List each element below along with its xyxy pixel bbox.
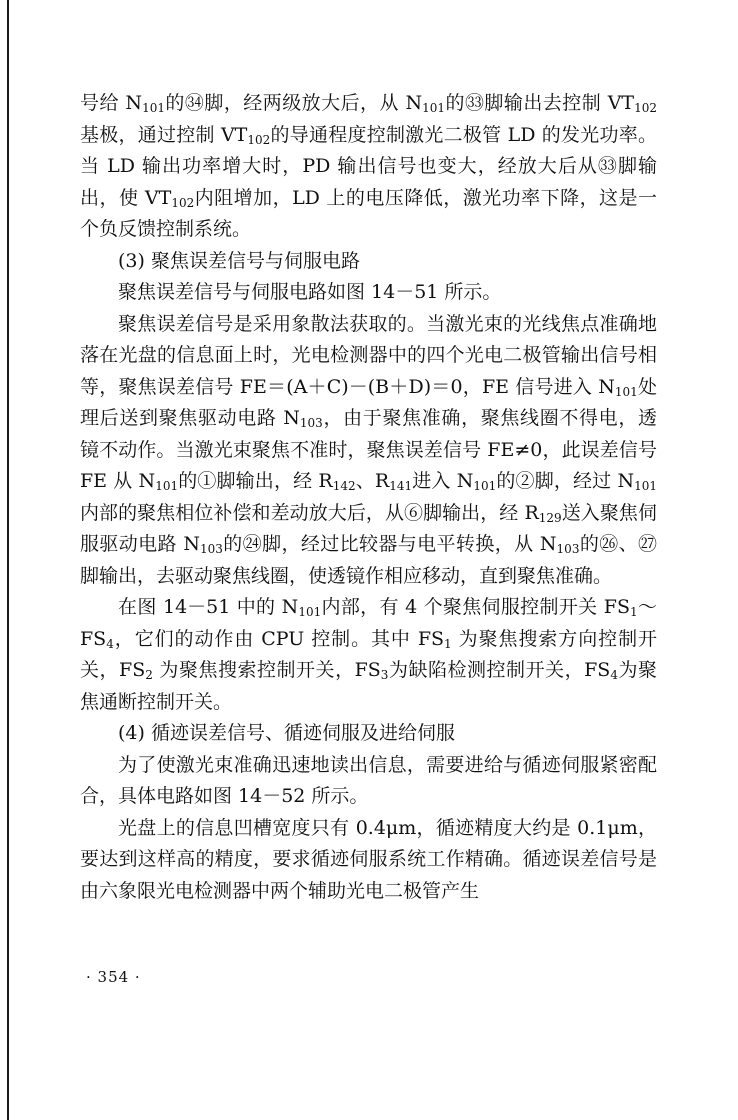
paragraph-laser-power-control <box>80 88 657 246</box>
text-run: 在图 14－51 中的 N <box>118 596 299 618</box>
subscript: 101 <box>473 479 497 493</box>
text-run: 为聚焦通断控制开关。 <box>80 659 657 713</box>
subscript: 103 <box>556 542 580 556</box>
subscript: 101 <box>142 101 165 115</box>
subscript: 3 <box>380 668 389 682</box>
text-run: 处理后送到聚焦驱动电路 N <box>80 375 657 429</box>
subscript: 101 <box>634 479 657 493</box>
text-run: 为了使激光束准确迅速地读出信息，需要进给与循迹伺服紧密配合，具体电路如图 14－52 所示。 <box>80 753 657 807</box>
text-run: (4) 循迹误差信号、循迹伺服及进给伺服 <box>118 722 455 744</box>
text-run: ，由于聚焦准确，聚焦线圈不得电，透镜不动作。当激光束聚焦不准时，聚焦误差信号 FE≠0，此误差信号 FE 从 N <box>80 407 657 492</box>
subscript: 102 <box>634 101 658 115</box>
heading-tracking-servo <box>80 718 657 750</box>
subscript: 101 <box>155 479 179 493</box>
text-run: 的㉝脚输出去控制 VT <box>445 92 635 114</box>
paragraph-focus-error-signal <box>80 309 657 593</box>
subscript: 101 <box>298 605 322 619</box>
heading-focus-servo <box>80 246 657 278</box>
text-run: 进入 N <box>412 470 474 492</box>
subscript: 101 <box>422 101 446 115</box>
text-run: 的㉔脚，经过比较器与电平转换，从 N <box>222 533 557 555</box>
text-run: ，它们的动作由 CPU 控制。其中 FS <box>113 627 445 650</box>
text-run: 的㉖、㉗脚输出，去驱动聚焦线圈，使透镜作相应移动，直到聚焦准确。 <box>80 533 658 587</box>
text-run: 号给 N <box>80 92 143 114</box>
text-run: 为缺陷检测控制开关，FS <box>388 659 611 681</box>
text-run: 基极，通过控制 VT <box>80 123 248 146</box>
subscript: 103 <box>200 542 223 556</box>
paragraph-tracking-figure-ref <box>80 750 657 813</box>
subscript: 102 <box>171 195 195 210</box>
subscript: 102 <box>247 132 271 147</box>
subscript: 4 <box>610 668 618 682</box>
subscript: 1 <box>444 636 452 651</box>
text-run: 送入聚焦伺服驱动电路 N <box>80 501 657 555</box>
text-run: 的㉞脚，经两级放大后，从 N <box>164 92 423 114</box>
text-run: 内阻增加，LD 上的电压降低，激光功率下降，这是一个负反馈控制系统。 <box>80 186 657 240</box>
paragraph-focus-switches <box>80 592 657 718</box>
text-run: 为聚焦搜索控制开关，FS <box>152 659 381 681</box>
text-run: 的②脚，经过 N <box>496 470 635 492</box>
text-run: 的导通程度控制激光二极管 LD 的发光功率。当 LD 输出功率增大时，PD 输出信号也变大，经放大后从㉝脚输出，使 VT <box>80 123 657 209</box>
subscript: 1 <box>630 605 638 619</box>
subscript: 2 <box>145 668 153 682</box>
subscript: 4 <box>106 636 114 651</box>
text-run: 内部的聚焦相位补偿和差动放大后，从⑥脚输出，经 R <box>80 501 539 524</box>
text-run: 聚焦误差信号与伺服电路如图 14－51 所示。 <box>118 281 502 303</box>
subscript: 141 <box>389 479 413 493</box>
text-run: 的①脚输出，经 R <box>178 470 333 492</box>
subscript: 101 <box>614 384 638 399</box>
page-body <box>80 88 657 907</box>
paragraph-tracking-precision <box>80 813 657 908</box>
text-run: 聚焦误差信号是采用象散法获取的。当激光束的光线焦点准确地落在光盘的信息面上时，光电检测器中的四个光电二极管输出信号相等，聚焦误差信号 FE＝(A＋C)－(B＋D)＝0，FE 信号进入 N <box>80 312 657 398</box>
text-run: 内部，有 4 个聚焦伺服控制开关 FS <box>321 596 631 618</box>
text-run: 光盘上的信息凹槽宽度只有 0.4μm，循迹精度大约是 0.1μm，要达到这样高的精度，要求循迹伺服系统工作精确。循迹误差信号是由六象限光电检测器中两个辅助光电二极管产生 <box>80 816 657 902</box>
text-run: 、R <box>355 470 390 492</box>
subscript: 142 <box>332 479 356 493</box>
subscript: 129 <box>538 510 562 525</box>
text-run: ～FS <box>80 596 657 650</box>
page-number: · 354 · <box>86 968 141 986</box>
text-run: (3) 聚焦误差信号与伺服电路 <box>118 249 360 272</box>
paragraph-focus-figure-ref <box>80 277 657 309</box>
scan-border-line <box>7 0 9 1120</box>
text-run: 为聚焦搜索方向控制开关，FS <box>80 627 657 681</box>
subscript: 103 <box>299 416 323 430</box>
